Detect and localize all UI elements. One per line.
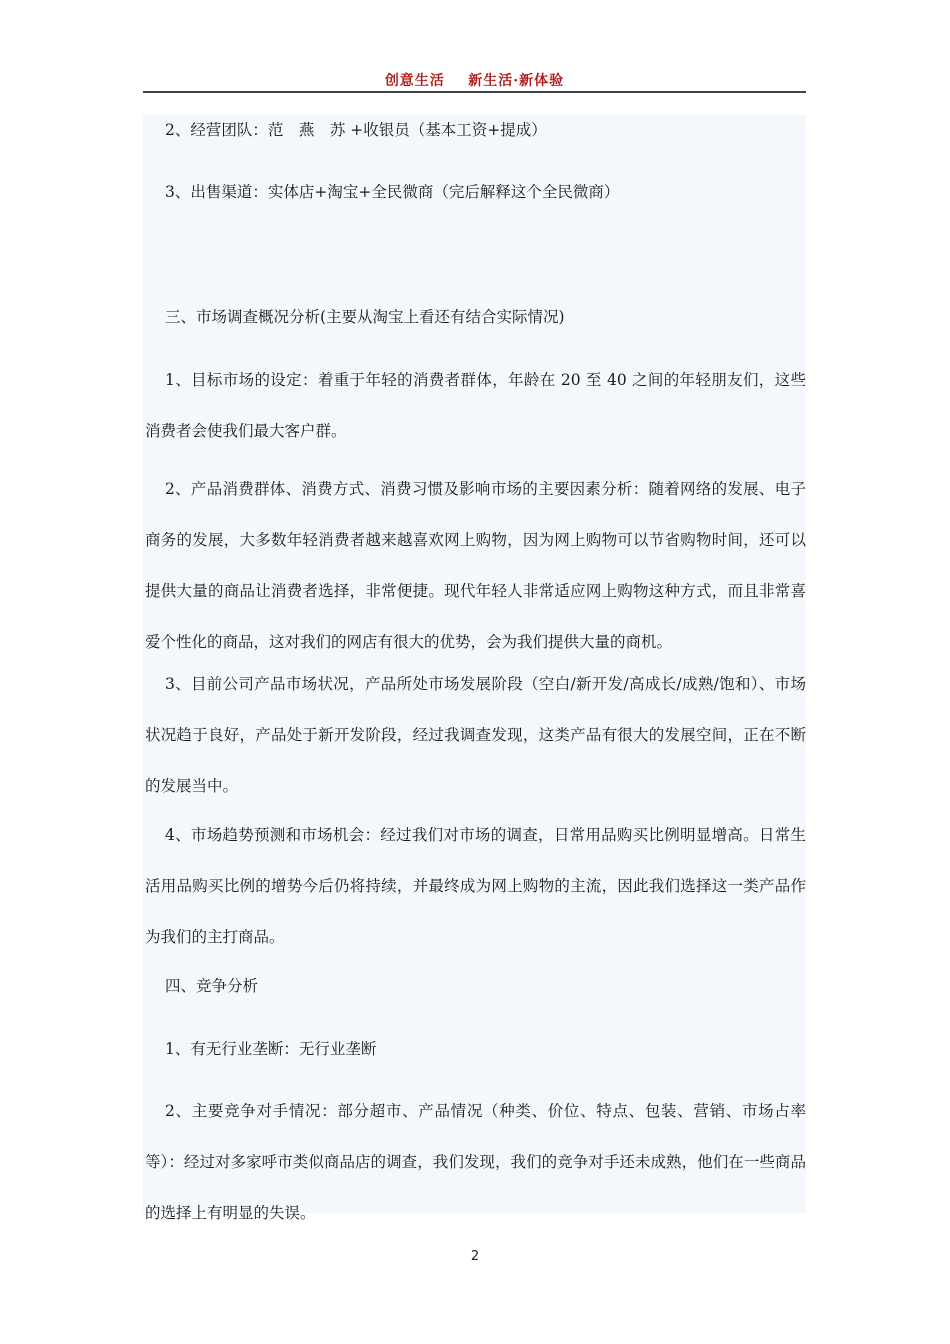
page-number: 2 bbox=[470, 1249, 480, 1264]
header-divider bbox=[143, 91, 806, 93]
paragraph-target-market: 1、目标市场的设定：着重于年轻的消费者群体，年龄在 20 至 40 之间的年轻朋友们，这些消费者会使我们最大客户群。 bbox=[145, 371, 806, 440]
paragraph-consumer-analysis: 2、产品消费群体、消费方式、消费习惯及影响市场的主要因素分析：随着网络的发展、电子商务的发展，大多数年轻消费者越来越喜欢网上购物，因为网上购物可以节省购物时间，还可以提供大量的商品让消费者选择，非常便捷。现代年轻人非常适应网上购物这种方式，而且非常喜爱个性化的商品，这对我们的网店有很大的优势，会为我们提供大量的商机。 bbox=[145, 480, 806, 651]
paragraph-team: 2、经营团队：范 燕 苏 +收银员（基本工资+提成） bbox=[165, 121, 547, 139]
section-heading-market-survey: 三、市场调查概况分析(主要从淘宝上看还有结合实际情况) bbox=[165, 308, 565, 326]
page-header bbox=[143, 64, 806, 94]
header-slogan: 创意生活 新生活·新体验 bbox=[384, 73, 565, 89]
paragraph-channels: 3、出售渠道：实体店+淘宝+全民微商（完后解释这个全民微商） bbox=[165, 183, 620, 201]
paragraph-monopoly: 1、有无行业垄断：无行业垄断 bbox=[165, 1040, 377, 1058]
paragraph-competitors: 2、主要竞争对手情况：部分超市、产品情况（种类、价位、特点、包装、营销、市场占率等）：经过对多家呼市类似商品店的调查，我们发现，我们的竞争对手还未成熟，他们在一些商品的选择上有明显的失误。 bbox=[145, 1102, 806, 1222]
paragraph-market-status: 3、目前公司产品市场状况，产品所处市场发展阶段（空白/新开发/高成长/成熟/饱和）、市场状况趋于良好，产品处于新开发阶段，经过我调查发现，这类产品有很大的发展空间，正在不断的发展当中。 bbox=[145, 675, 806, 795]
paragraph-market-trend: 4、市场趋势预测和市场机会：经过我们对市场的调查，日常用品购买比例明显增高。日常生活用品购买比例的增势今后仍将持续，并最终成为网上购物的主流，因此我们选择这一类产品作为我们的主打商品。 bbox=[145, 826, 806, 946]
document-body bbox=[143, 115, 806, 1222]
section-heading-competition: 四、竞争分析 bbox=[165, 977, 259, 995]
